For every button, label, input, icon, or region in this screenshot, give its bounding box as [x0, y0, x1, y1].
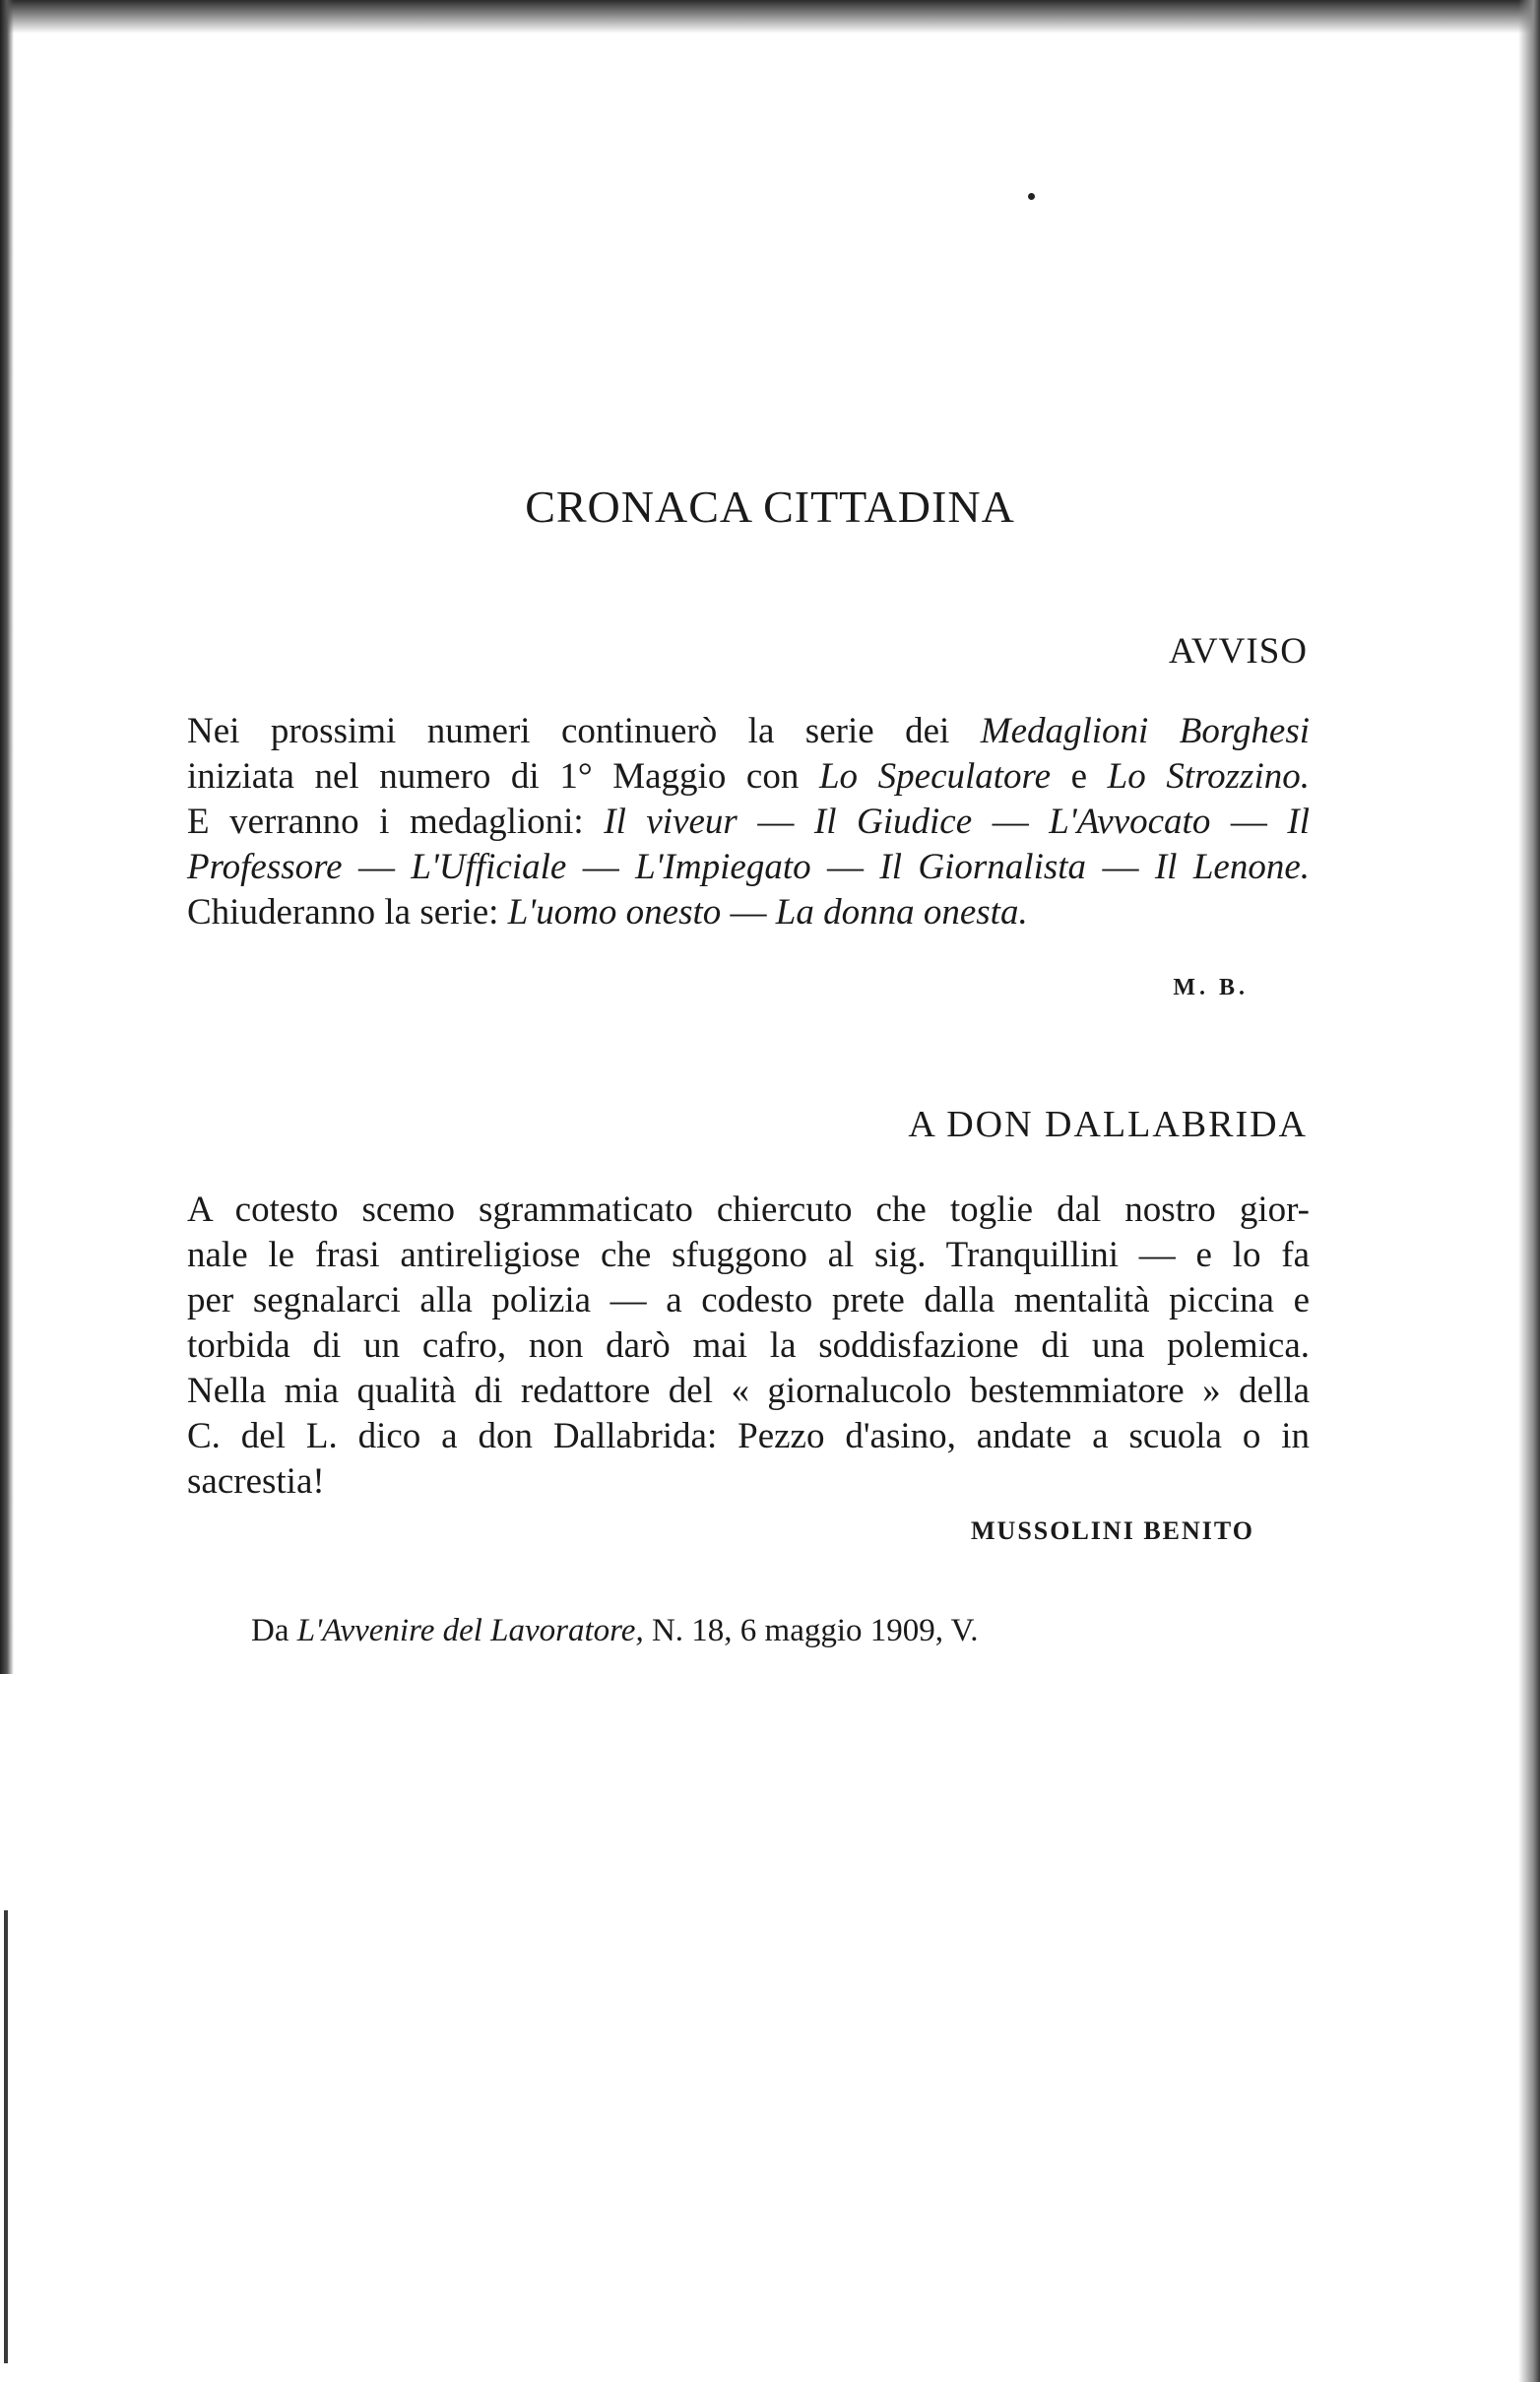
scan-edge-top — [0, 0, 1540, 33]
source-prefix: Da — [251, 1613, 297, 1648]
source-details: N. 18, 6 maggio 1909, V. — [643, 1613, 979, 1648]
avviso-line-3: E verranno i medaglioni: Il viveur — Il Giudice — L'Avvocato — Il — [187, 802, 1310, 842]
scan-edge-right — [1518, 0, 1540, 2382]
avviso-heading: AVVISO — [1168, 631, 1308, 672]
avviso-line-5: Chiuderanno la serie: L'uomo onesto — La donna onesta. — [187, 892, 1028, 933]
page-title: CRONACA CITTADINA — [525, 482, 1015, 532]
avviso-line-4: Professore — L'Ufficiale — L'Impiegato — Il Giornalista — Il Lenone. — [187, 847, 1310, 887]
don-dallabrida-heading: A DON DALLABRIDA — [908, 1104, 1308, 1145]
don-line-2: nale le frasi antireligiose che sfuggono al sig. Tranquillini — e lo fa — [187, 1235, 1310, 1275]
source-publication: L'Avvenire del Lavoratore, — [296, 1613, 644, 1648]
scan-speck — [1028, 193, 1035, 200]
author-signature: MUSSOLINI BENITO — [971, 1516, 1254, 1545]
avviso-paragraph — [187, 709, 1310, 935]
scan-edge-left-lower — [4, 1910, 8, 2363]
don-line-3: per segnalarci alla polizia — a codesto prete dalla mentalità piccina e — [187, 1280, 1310, 1320]
avviso-line-1: Nei prossimi numeri continuerò la serie dei Medaglioni Borghesi — [187, 711, 1311, 751]
source-citation — [251, 1613, 979, 1649]
don-line-6: C. del L. dico a don Dallabrida: Pezzo d'asino, andate a scuola o in — [187, 1416, 1310, 1456]
don-dallabrida-paragraph — [187, 1188, 1310, 1505]
don-line-4: torbida di un cafro, non darò mai la soddisfazione di una polemica. — [187, 1325, 1310, 1366]
don-line-1: A cotesto scemo sgrammaticato chiercuto che toglie dal nostro gior- — [187, 1190, 1310, 1230]
avviso-signature: M. B. — [1173, 975, 1249, 1000]
scan-edge-left — [0, 0, 14, 1674]
avviso-line-2: iniziata nel numero di 1° Maggio con Lo Speculatore e Lo Strozzino. — [187, 756, 1310, 797]
don-line-5: Nella mia qualità di redattore del « giornalucolo bestemmiatore » della — [187, 1371, 1310, 1411]
don-line-7: sacrestia! — [187, 1461, 325, 1502]
